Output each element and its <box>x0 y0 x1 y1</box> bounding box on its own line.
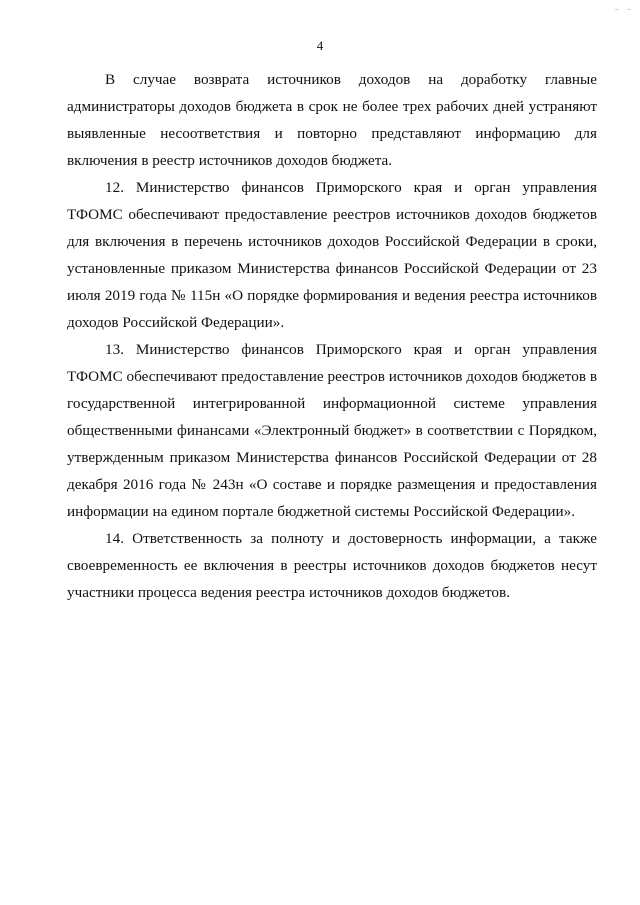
paragraph-13: 13. Министерство финансов Приморского края и орган управления ТФОМС обеспечивают предоставление реестров источников доходов бюджетов в государственной интегрированной информационной системе управления общественными финансами «Электронный бюджет» в соответствии с Порядком, утвержденным приказом Министерства финансов Российской Федерации от 28 декабря 2016 года № 243н «О составе и порядке размещения и предоставления информации на едином портале бюджетной системы Российской Федерации». <box>67 341 597 520</box>
scan-corner-mark: – – <box>615 4 634 13</box>
paragraph-12: 12. Министерство финансов Приморского края и орган управления ТФОМС обеспечивают предоставление реестров источников доходов бюджетов для включения в перечень источников доходов Российской Федерации в сроки, установленные приказом Министерства финансов Российской Федерации от 23 июля 2019 года № 115н «О порядке формирования и ведения реестра источников доходов Российской Федерации». <box>67 179 597 331</box>
page-number: 4 <box>316 38 324 53</box>
paragraph-continuation: В случае возврата источников доходов на доработку главные администраторы доходов бюджета в срок не более трех рабочих дней устраняют выявленные несоответствия и повторно представляют информацию для включения в реестр источников доходов бюджета. <box>67 71 597 169</box>
document-body <box>67 66 597 606</box>
paragraph-14: 14. Ответственность за полноту и достоверность информации, а также своевременность ее включения в реестры источников доходов бюджетов несут участники процесса ведения реестра источников доходов бюджетов. <box>67 530 597 601</box>
